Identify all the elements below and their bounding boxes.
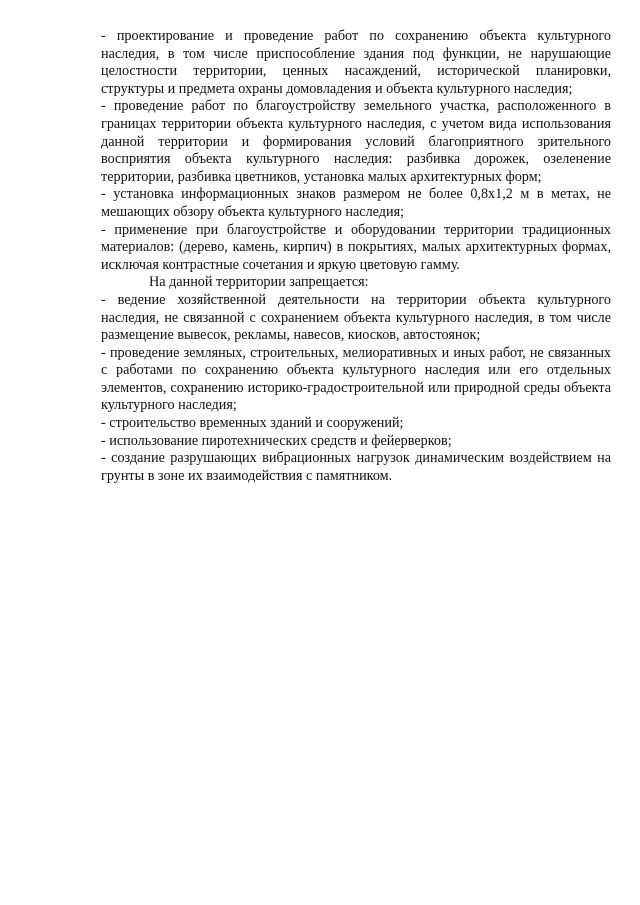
list-item-pyrotechnics: - использование пиротехнических средств и фейерверков; [101, 432, 452, 449]
document-body [101, 28, 611, 485]
list-item-design-works: - проектирование и проведение работ по сохранению объекта культурного наследия, в том числе приспособление здания под функции, не нарушающие целостности территории, ценных насаждений, исторической планировки, структуры и предмета охраны домовладения и объекта культурного наследия; [101, 28, 611, 97]
prohibited-heading: На данной территории запрещается: [149, 274, 369, 291]
list-item-traditional-materials: - применение при благоустройстве и оборудовании территории традиционных материалов: (дерево, камень, кирпич) в покрытиях, малых архитектурных формах, исключая контрастные сочетания и яркую цветовую гамму. [101, 221, 611, 273]
list-item-earthworks: - проведение земляных, строительных, мелиоративных и иных работ, не связанных с работами по сохранению объекта культурного наследия или его отдельных элементов, сохранению историко-градостроительной или природной среды объекта культурного наследия; [101, 344, 611, 414]
list-item-vibration-loads: - создание разрушающих вибрационных нагрузок динамическим воздействием на грунты в зоне их взаимодействия с памятником. [101, 450, 611, 484]
list-item-landscaping-works: - проведение работ по благоустройству земельного участка, расположенного в границах территории объекта культурного наследия, с учетом вида использования данной территории и формирования условий благоприятного зрительного восприятия объекта культурного наследия: разбивка дорожек, озеленение территории, разбивка цветников, установка малых архитектурных форм; [101, 98, 611, 185]
list-item-info-signs: - установка информационных знаков размером не более 0,8х1,2 м в метах, не мешающих обзору объекта культурного наследия; [101, 186, 611, 220]
list-item-economic-activity: - ведение хозяйственной деятельности на территории объекта культурного наследия, не связанной с сохранением объекта культурного наследия, в том числе размещение вывесок, рекламы, навесов, киосков, автостоянок; [101, 291, 611, 344]
list-item-temporary-buildings: - строительство временных зданий и сооружений; [101, 415, 404, 432]
